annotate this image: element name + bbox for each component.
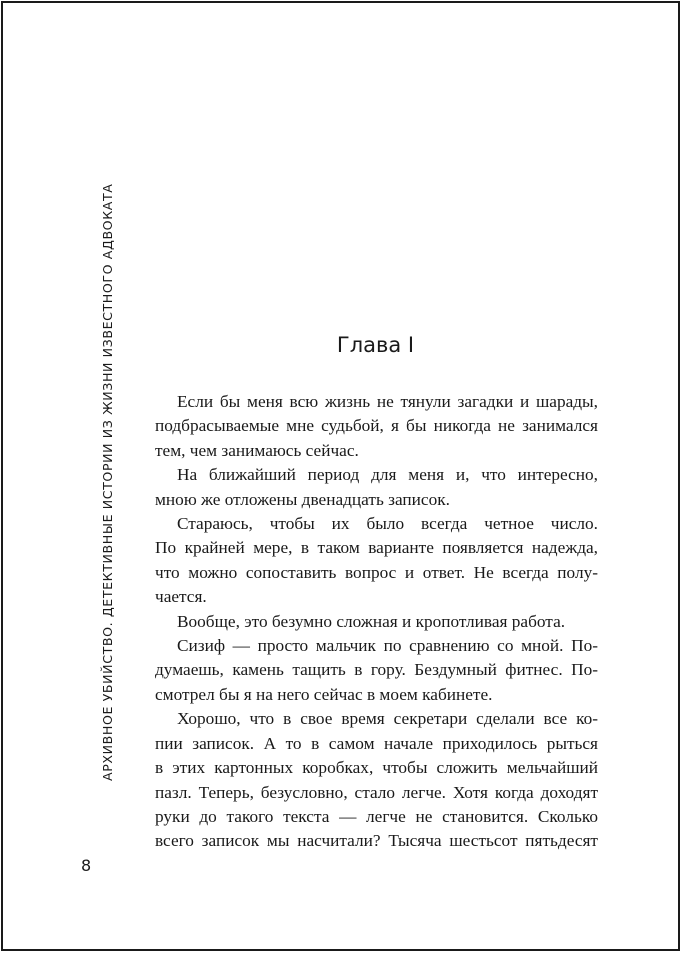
text-line: На ближайший период для меня и, что интересно, <box>177 465 598 485</box>
paragraph <box>155 512 598 610</box>
text-line: тем, чем занимаюсь сейчас. <box>155 440 359 460</box>
text-line: Сизиф — просто мальчик по сравнению со мной. По- <box>177 636 598 656</box>
paragraph <box>155 463 598 512</box>
text-line: руки до такого текста — легче не становится. Сколько <box>155 806 598 826</box>
chapter-title: Глава I <box>336 333 415 357</box>
body-text <box>155 390 598 854</box>
paragraph <box>155 707 598 853</box>
text-line: подбрасываемые мне судьбой, я бы никогда не занимался <box>155 416 598 436</box>
page-number: 8 <box>81 856 92 875</box>
text-line: чается. <box>155 587 207 607</box>
text-line: в этих картонных коробках, чтобы сложить мельчайший <box>155 758 598 778</box>
text-line: По крайней мере, в таком варианте появляется надежда, <box>155 538 598 558</box>
paragraph <box>155 634 598 707</box>
text-line: всего записок мы насчитали? Тысяча шестьсот пятьдесят <box>155 831 598 851</box>
text-line: Вообще, это безумно сложная и кропотливая работа. <box>177 611 566 631</box>
text-line: пии записок. А то в самом начале приходилось рыться <box>155 733 598 753</box>
text-line: Если бы меня всю жизнь не тянули загадки и шарады, <box>177 392 598 411</box>
text-line: пазл. Теперь, безусловно, стало легче. Хотя когда доходят <box>155 782 598 802</box>
running-head: АРХИВНОЕ УБИЙСТВО. ДЕТЕКТИВНЫЕ ИСТОРИИ ИЗ ЖИЗНИ ИЗВЕСТНОГО АДВОКАТА <box>100 183 115 781</box>
text-line: Стараюсь, чтобы их было всегда четное число. <box>177 514 598 534</box>
text-line: что можно сопоставить вопрос и ответ. Не всегда полу- <box>155 562 598 582</box>
text-line: смотрел бы я на него сейчас в моем кабинете. <box>155 684 493 704</box>
paragraph <box>155 390 598 463</box>
paragraph <box>155 610 598 634</box>
text-line: думаешь, камень тащить в гору. Бездумный фитнес. По- <box>155 660 598 680</box>
page <box>1 1 680 951</box>
text-line: мною же отложены двенадцать записок. <box>155 489 450 509</box>
text-line: Хорошо, что в свое время секретари сделали все ко- <box>177 709 598 729</box>
